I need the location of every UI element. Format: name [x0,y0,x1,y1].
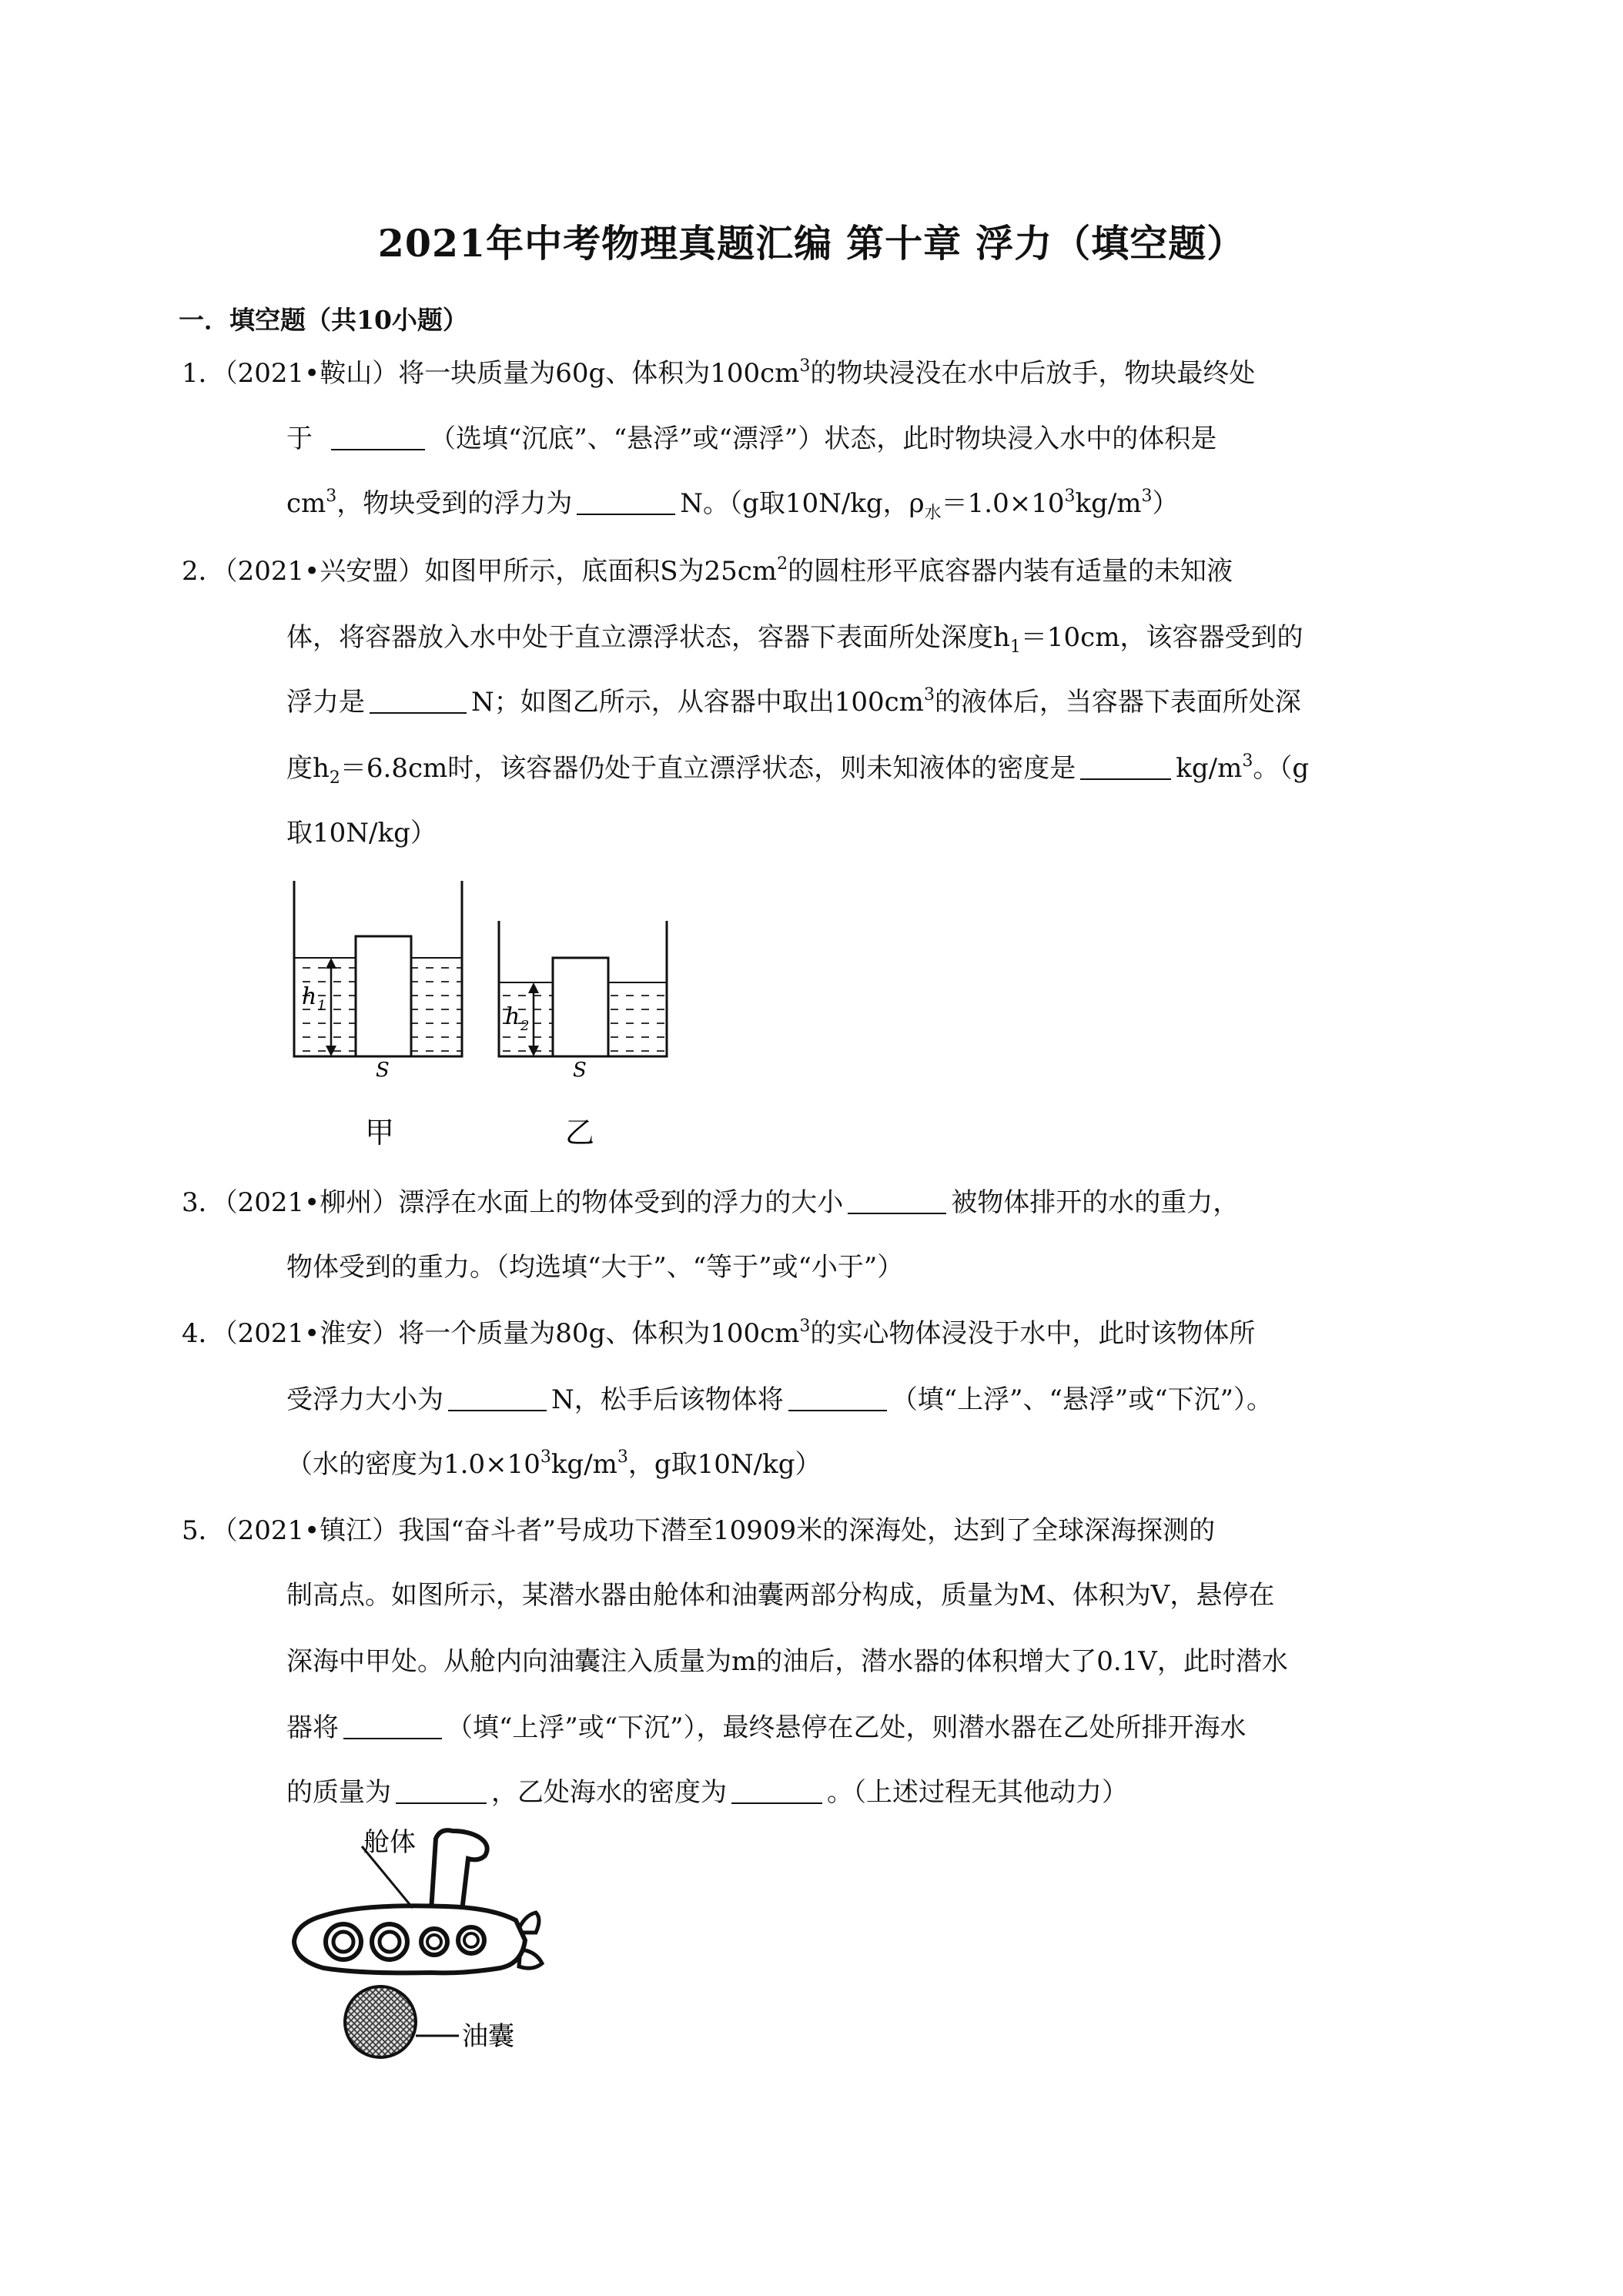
answer-blank[interactable] [370,689,467,714]
answer-blank[interactable] [848,1190,946,1214]
q4-line-1: 4．（2021•淮安）将一个质量为80g、体积为$100cm^3$的实心物体浸没于水中，此时该物体所 [182,1317,1256,1349]
answer-blank[interactable] [396,1779,487,1804]
answer-blank[interactable] [331,426,425,450]
q2-line-2: 体，将容器放入水中处于直立漂浮状态，容器下表面所处深度$h_1=10cm$，该容器受到的 [286,622,1303,657]
q5-line-1: 5．（2021•镇江）我国“奋斗者”号成功下潜至10909米的深海处，达到了全球深海探测的 [182,1515,1216,1546]
svg-text:S: S [376,1059,390,1082]
hull-label: 舱体 [363,1827,416,1858]
figure-label-yi: 乙 [565,1116,595,1150]
q4-line-2: 受浮力大小为 N，松手后该物体将 （填“上浮”、“悬浮”或“下沉”）。 [286,1384,1273,1415]
svg-text:1: 1 [317,998,326,1014]
svg-text:2: 2 [520,1018,530,1034]
q2-line-1: 2．（2021•兴安盟）如图甲所示，底面积S为$25cm^2$的圆柱形平底容器内装有适量的未知液 [182,554,1233,587]
answer-blank[interactable] [577,490,675,515]
answer-blank[interactable] [343,1715,442,1739]
q5-line-3: 深海中甲处。从舱内向油囊注入质量为m的油后，潜水器的体积增大了0.1V，此时潜水 [286,1646,1288,1677]
q2-line-5: 取10N/kg） [286,818,437,848]
answer-blank[interactable] [1080,755,1171,780]
q3-line-1: 3．（2021•柳州）漂浮在水面上的物体受到的浮力的大小 被物体排开的水的重力， [182,1187,1240,1218]
q2-line-3: 浮力是 N；如图乙所示，从容器中取出$100cm^3$的液体后，当容器下表面所处深 [286,685,1301,718]
oil-bag [345,1986,416,2057]
container-jia [294,881,462,1150]
container-yi [499,921,667,1150]
answer-blank[interactable] [448,1387,547,1411]
oil-bag-label: 油囊 [462,2021,514,2052]
q3-line-2: 物体受到的重力。（均选填“大于”、“等于”或“小于”） [286,1252,904,1283]
svg-text:S: S [573,1059,587,1082]
q5-line-4: 器将 （填“上浮”或“下沉”），最终悬停在乙处，则潜水器在乙处所排开海水 [286,1712,1247,1743]
page-title: 2021年中考物理真题汇编 第十章 浮力（填空题） [377,221,1246,266]
answer-blank[interactable] [731,1779,822,1804]
q2-line-4: 度$h_2=6.8cm$时，该容器仍处于直立漂浮状态，则未知液体的密度是 $kg/m^3$。（g [286,751,1310,788]
q5-line-5: 的质量为 ，乙处海水的密度为 。（上述过程无其他动力） [286,1777,1128,1808]
q4-line-3: （水的密度为$1.0\times 10^3kg/m^3$，g取10N/kg） [286,1448,822,1480]
figure-label-jia: 甲 [365,1116,395,1150]
svg-text:h: h [505,1003,520,1030]
q1-line-2: 于 （选填“沉底”、“悬浮”或“漂浮”）状态，此时物块浸入水中的体积是 [286,423,1217,454]
section-heading: 一．填空题（共10小题） [179,305,468,335]
svg-text:h: h [302,983,317,1010]
submarine-figure [277,1817,601,2079]
q1-line-3: $cm^3$，物块受到的浮力为 N。（g取10N/kg，$\rho_水=1.0\times 10^3kg/m^3$） [286,487,1179,523]
q1-line-1: 1．（2021•鞍山）将一块质量为60g、体积为$100cm^3$的物块浸没在水中后放手，物块最终处 [182,356,1256,389]
containers-figure [285,878,685,1163]
answer-blank[interactable] [788,1387,887,1411]
q5-line-2: 制高点。如图所示，某潜水器由舱体和油囊两部分构成，质量为M、体积为V，悬停在 [286,1580,1275,1611]
conning-tower [431,1830,487,1911]
